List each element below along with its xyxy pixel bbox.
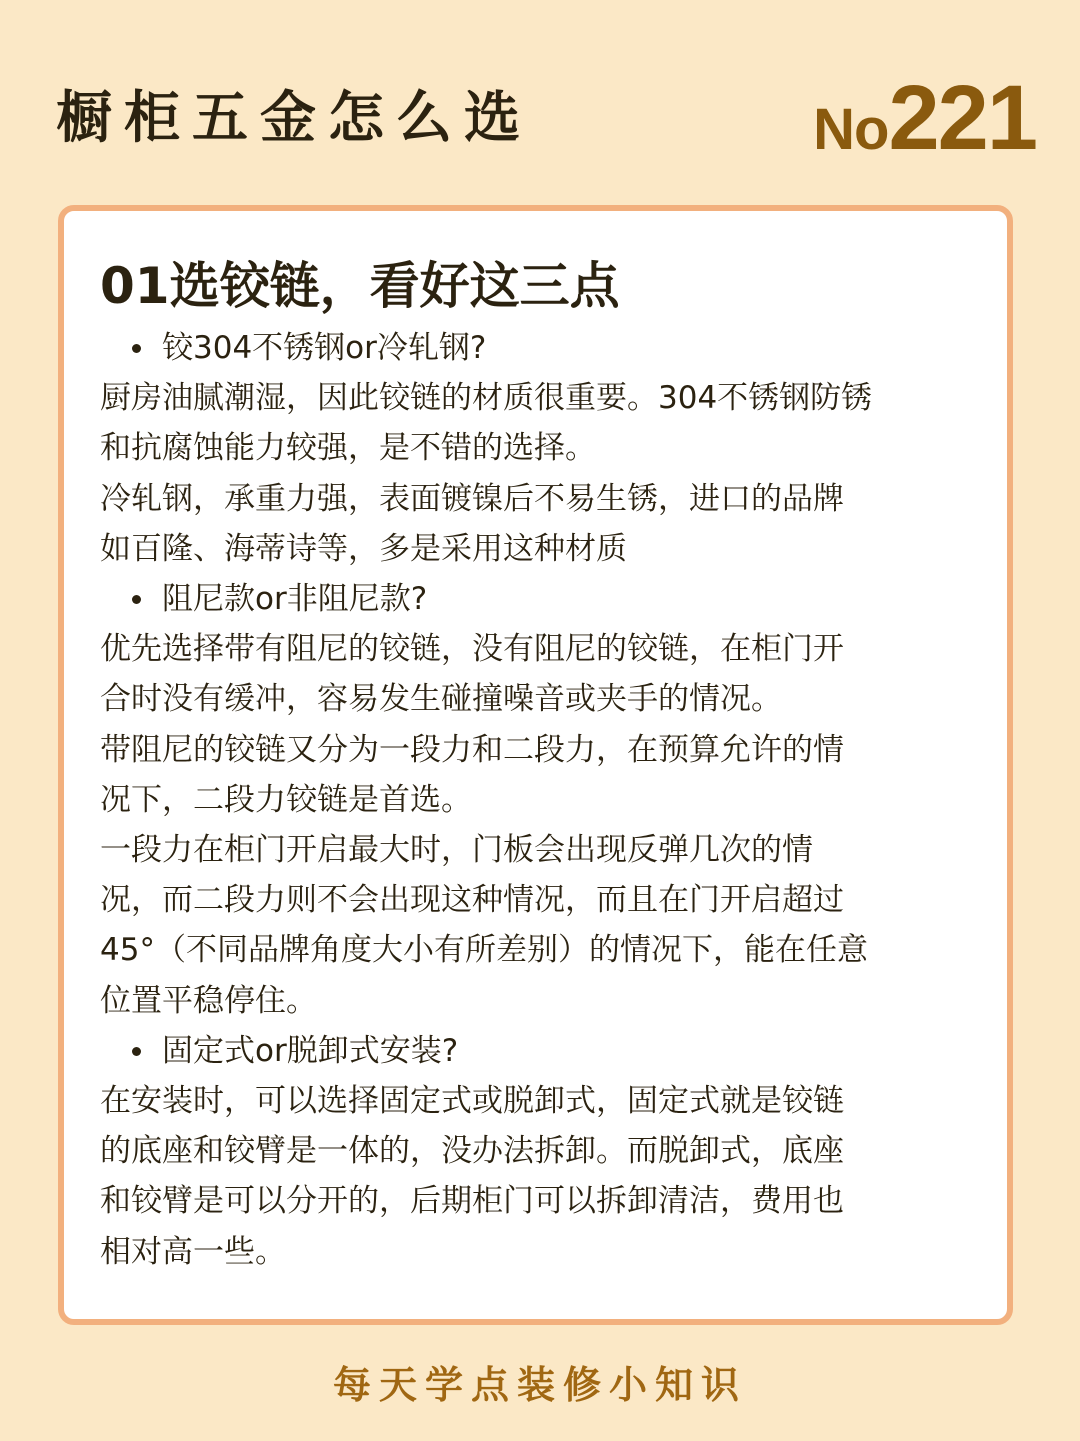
paragraph-line: 的底座和铰臂是一体的，没办法拆卸。而脱卸式，底座 (100, 1133, 844, 1170)
content-card (58, 205, 1013, 1325)
bullet-dot-icon (132, 595, 141, 604)
bullet-dot-icon (132, 1047, 141, 1056)
issue-digits: 221 (888, 67, 1036, 169)
paragraph-line: 和铰臂是可以分开的，后期柜门可以拆卸清洁，费用也 (100, 1183, 844, 1220)
paragraph-line: 厨房油腻潮湿，因此铰链的材质很重要。304不锈钢防锈 (100, 380, 873, 417)
paragraph-line: 合时没有缓冲，容易发生碰撞噪音或夹手的情况。 (100, 681, 782, 718)
paragraph (100, 825, 990, 1026)
bullet-text: 阻尼款or非阻尼款? (162, 581, 428, 618)
bullet-item (100, 574, 990, 624)
paragraph-line: 相对高一些。 (100, 1233, 286, 1270)
paragraph (100, 624, 990, 724)
paragraph-line: 45°（不同品牌角度大小有所差别）的情况下，能在任意 (100, 932, 868, 969)
paragraph-line: 带阻尼的铰链又分为一段力和二段力，在预算允许的情 (100, 731, 844, 768)
paragraph (100, 725, 990, 825)
issue-prefix: No (813, 97, 889, 162)
paragraph-line: 况，而二段力则不会出现这种情况，而且在门开启超过 (100, 882, 844, 919)
bullet-dot-icon (132, 344, 141, 353)
bullet-item (100, 1026, 990, 1076)
paragraph (100, 474, 990, 574)
paragraph-line: 和抗腐蚀能力较强，是不错的选择。 (100, 430, 596, 467)
bullet-text: 固定式or脱卸式安装? (162, 1032, 459, 1069)
paragraph-line: 如百隆、海蒂诗等，多是采用这种材质 (100, 530, 627, 567)
page-title: 橱柜五金怎么选 (56, 86, 532, 151)
paragraph-line: 在安装时，可以选择固定式或脱卸式，固定式就是铰链 (100, 1083, 844, 1120)
paragraph-line: 况下，二段力铰链是首选。 (100, 781, 472, 818)
paragraph-line: 位置平稳停住。 (100, 982, 317, 1019)
paragraph-line: 冷轧钢，承重力强，表面镀镍后不易生锈，进口的品牌 (100, 480, 844, 517)
header (0, 0, 1080, 190)
footer-slogan: 每天学点装修小知识 (332, 1363, 747, 1407)
paragraph (100, 373, 990, 473)
bullet-item (100, 323, 990, 373)
card-body (100, 251, 990, 1277)
issue-number (813, 67, 1036, 193)
bullet-text: 铰304不锈钢or冷轧钢? (162, 330, 487, 366)
paragraph (100, 1076, 990, 1277)
paragraph-line: 优先选择带有阻尼的铰链，没有阻尼的铰链，在柜门开 (100, 631, 844, 668)
paragraph-line: 一段力在柜门开启最大时，门板会出现反弹几次的情 (100, 832, 813, 869)
section-heading: 01选铰链，看好这三点 (100, 257, 620, 315)
